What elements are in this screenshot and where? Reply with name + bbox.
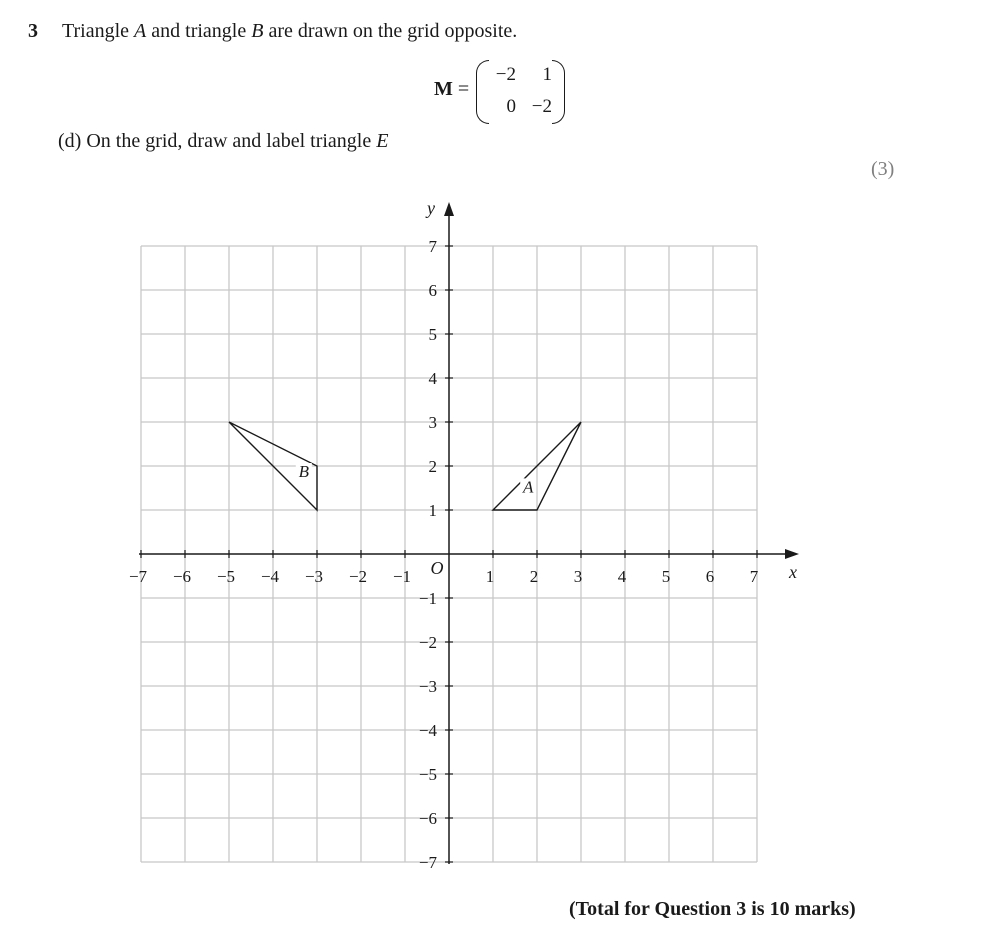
y-axis-arrow bbox=[444, 202, 454, 216]
y-tick-label: −1 bbox=[418, 589, 437, 608]
y-tick-label: −7 bbox=[418, 853, 437, 872]
question-intro: Triangle A and triangle B are drawn on the grid opposite. bbox=[62, 20, 518, 42]
y-tick-label: 7 bbox=[428, 237, 437, 256]
x-tick-label: 3 bbox=[573, 567, 583, 586]
y-tick-label: −5 bbox=[418, 765, 437, 784]
y-tick-label: 6 bbox=[428, 281, 437, 300]
matrix-label: M = bbox=[434, 78, 470, 100]
x-tick-label: −1 bbox=[392, 567, 412, 586]
y-tick-label: 4 bbox=[428, 369, 437, 388]
y-tick-label: 2 bbox=[428, 457, 437, 476]
y-tick-label: 1 bbox=[428, 501, 437, 520]
y-tick-label: −2 bbox=[418, 633, 437, 652]
x-axis-label: x bbox=[789, 562, 797, 582]
x-tick-label: −6 bbox=[172, 567, 192, 586]
x-axis-arrow bbox=[785, 549, 799, 559]
y-tick-label: −6 bbox=[418, 809, 437, 828]
y-tick-label: 3 bbox=[428, 413, 437, 432]
matrix-cell-r1c1: −2 bbox=[495, 64, 516, 85]
matrix-cell-r2c2: −2 bbox=[531, 96, 552, 117]
y-tick-label: −3 bbox=[418, 677, 437, 696]
y-tick-label: 5 bbox=[428, 325, 437, 344]
question-number: 3 bbox=[28, 20, 38, 42]
x-tick-label: −2 bbox=[348, 567, 368, 586]
triangle-b-label: B bbox=[298, 462, 309, 481]
x-tick-label: −3 bbox=[304, 567, 324, 586]
origin-label: O bbox=[430, 558, 444, 578]
y-tick-label: −4 bbox=[418, 721, 437, 740]
x-tick-label: 7 bbox=[749, 567, 759, 586]
marks-available: (3) bbox=[871, 158, 895, 180]
x-tick-label: 1 bbox=[485, 567, 495, 586]
y-axis-label: y bbox=[427, 198, 435, 218]
part-d-instruction: (d) On the grid, draw and label triangle E bbox=[58, 130, 389, 152]
x-tick-label: −7 bbox=[128, 567, 148, 586]
x-tick-label: −4 bbox=[260, 567, 280, 586]
total-marks: (Total for Question 3 is 10 marks) bbox=[569, 898, 856, 920]
x-tick-label: 6 bbox=[705, 567, 715, 586]
x-tick-label: 2 bbox=[529, 567, 539, 586]
matrix-cell-r2c1: 0 bbox=[506, 96, 516, 117]
matrix-cell-r1c2: 1 bbox=[542, 64, 552, 85]
x-tick-label: 4 bbox=[617, 567, 627, 586]
x-tick-label: −5 bbox=[216, 567, 236, 586]
x-tick-label: 5 bbox=[661, 567, 671, 586]
triangle-a-label: A bbox=[523, 477, 534, 497]
